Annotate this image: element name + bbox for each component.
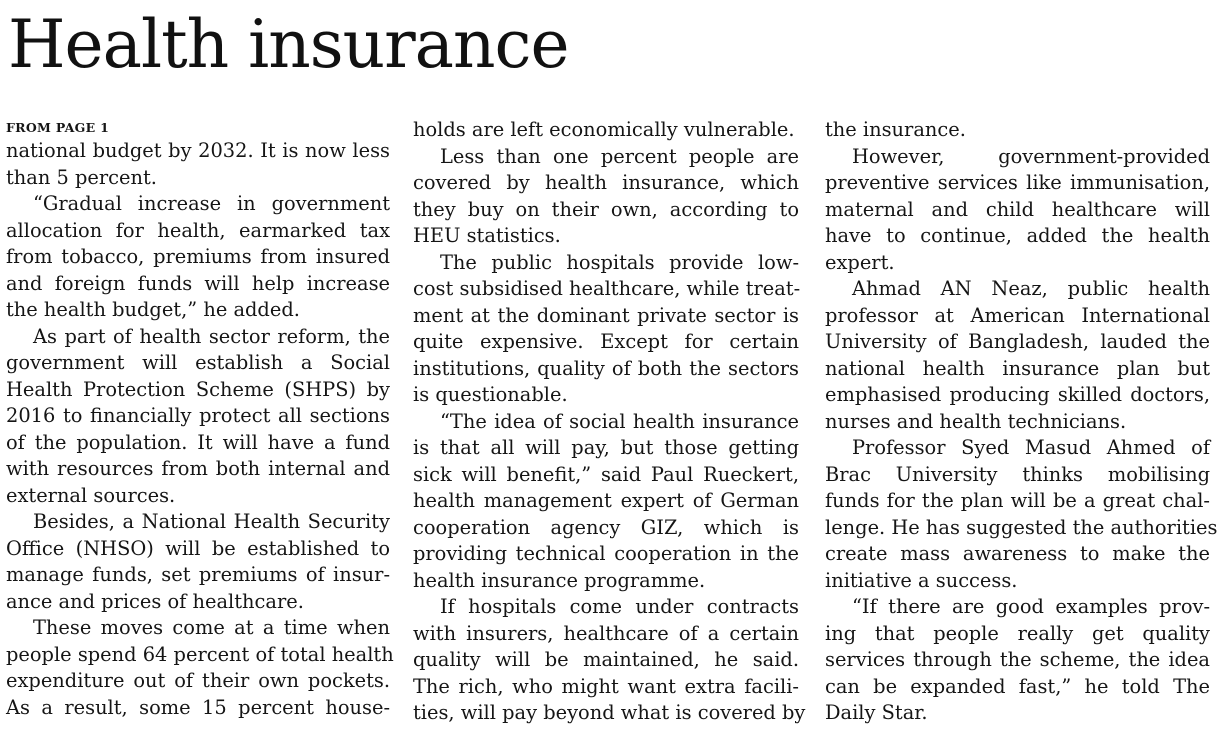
text-line: Besides, a National Health Security (33, 510, 390, 533)
article-column-2 (413, 117, 806, 727)
text-line: have to continue, added the health (825, 224, 1210, 247)
text-line: ance and prices of healthcare. (6, 589, 304, 613)
text-line: The rich, who might want extra facili- (413, 674, 799, 698)
text-line: Office (NHSO) will be established to (6, 536, 390, 560)
text-line: ment at the dominant private sector is (413, 303, 799, 327)
text-line: Ahmad AN Neaz, public health (852, 277, 1210, 300)
text-line: with insurers, healthcare of a certain (413, 621, 799, 645)
text-line: of the population. It will have a fund (6, 430, 390, 454)
text-line: University of Bangladesh, lauded the (825, 330, 1210, 353)
text-line: “The idea of social health insurance (440, 409, 799, 433)
text-line: cooperation agency GIZ, which is (413, 515, 799, 539)
text-line: national budget by 2032. It is now less (6, 139, 390, 162)
text-line: health insurance programme. (413, 568, 706, 592)
text-line: lenge. He has suggested the authorities (825, 515, 1218, 539)
text-line: holds are left economically vulnerable. (413, 118, 795, 141)
text-line: These moves come at a time when (33, 616, 390, 639)
text-line: government will establish a Social (6, 351, 390, 374)
text-line: ties, will pay beyond what is covered by (413, 701, 806, 724)
text-line: create mass awareness to make the (825, 542, 1210, 565)
text-line: the health budget,” he added. (6, 298, 300, 321)
text-line: quality will be maintained, he said. (413, 648, 799, 671)
text-line: providing technical cooperation in the (413, 542, 799, 565)
text-line: Health Protection Scheme (SHPS) by (6, 377, 390, 401)
text-line: Brac University thinks mobilising (825, 462, 1210, 486)
text-line: the insurance. (825, 118, 966, 141)
text-line: services through the scheme, the idea (825, 648, 1210, 671)
text-line: external sources. (6, 483, 176, 507)
text-line: they buy on their own, according to (413, 197, 799, 221)
text-line: As part of health sector reform, the (33, 324, 390, 348)
text-line: nurses and health technicians. (825, 409, 1127, 433)
text-line: Less than one percent people are (440, 144, 799, 168)
text-line: expenditure out of their own pockets. (6, 669, 390, 692)
text-line: and foreign funds will help increase (6, 271, 390, 295)
text-line: is questionable. (413, 383, 568, 406)
text-line: “Gradual increase in government (33, 192, 390, 215)
text-line: ing that people really get quality (825, 621, 1210, 645)
text-line: If hospitals come under contracts (440, 595, 799, 618)
text-line: As a result, some 15 percent house- (6, 695, 390, 719)
text-line: The public hospitals provide low- (440, 250, 799, 274)
text-line: quite expensive. Except for certain (413, 330, 799, 353)
text-line: allocation for health, earmarked tax (6, 218, 390, 242)
text-line: from tobacco, premiums from insured (6, 245, 390, 268)
column-2-body (413, 117, 806, 727)
text-line: “If there are good examples prov- (852, 595, 1210, 618)
text-line: cost subsidised healthcare, while treat- (413, 277, 801, 300)
text-line: HEU statistics. (413, 224, 561, 247)
text-line: initiative a success. (825, 568, 1018, 592)
text-line: preventive services like immunisation, (825, 171, 1210, 194)
text-line: emphasised producing skilled doctors, (825, 383, 1210, 406)
headline: Health insurance (8, 6, 569, 83)
article-column-3 (825, 117, 1218, 727)
text-line: professor at American International (825, 303, 1210, 327)
text-line: Daily Star. (825, 701, 928, 724)
text-line: funds for the plan will be a great chal- (825, 489, 1210, 512)
article-column-1 (6, 117, 394, 721)
text-line: sick will benefit,” said Paul Rueckert, (413, 462, 799, 486)
text-line: institutions, quality of both the sectors (413, 356, 799, 380)
text-line: 2016 to financially protect all sections (6, 404, 390, 427)
column-3-body (825, 117, 1218, 727)
text-line: is that all will pay, but those getting (413, 436, 799, 459)
text-line: national health insurance plan but (825, 356, 1210, 380)
text-line: health management expert of German (413, 489, 799, 512)
text-line: can be expanded fast,” he told The (825, 674, 1210, 698)
text-line: Professor Syed Masud Ahmed of (852, 436, 1210, 459)
text-line: manage funds, set premiums of insur- (6, 563, 390, 586)
text-line: expert. (825, 250, 895, 274)
continuation-kicker: FROM PAGE 1 (6, 120, 110, 135)
text-line: covered by health insurance, which (413, 171, 799, 194)
text-line: However, government-provided (852, 144, 1210, 168)
text-line: maternal and child healthcare will (825, 197, 1210, 221)
text-line: than 5 percent. (6, 165, 157, 189)
column-1-body (6, 138, 394, 721)
text-line: with resources from both internal and (6, 457, 390, 480)
text-line: people spend 64 percent of total health (6, 642, 394, 666)
